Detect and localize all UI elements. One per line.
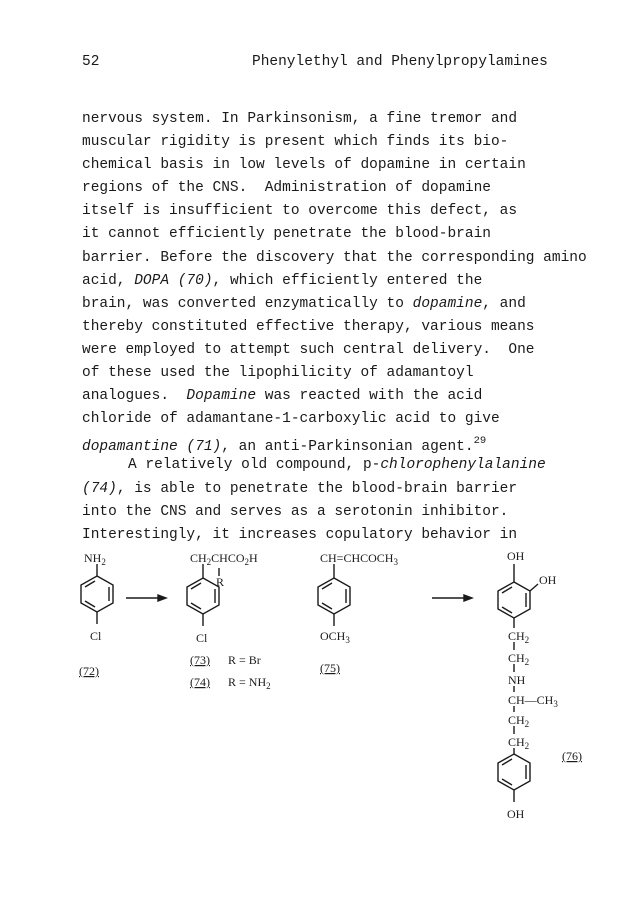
text-line: nervous system. In Parkinsonism, a fine tremor and bbox=[82, 111, 518, 127]
compound-label-75: (75) bbox=[320, 661, 340, 675]
text-span: analogues. bbox=[82, 388, 187, 405]
benzene-ring-76-lower bbox=[498, 754, 530, 802]
page-number: 52 bbox=[82, 54, 100, 70]
chain-ch2: $CH_2$ bbox=[508, 735, 530, 751]
compound-name: Dopamine bbox=[186, 388, 257, 405]
reaction-arrow-2 bbox=[432, 595, 472, 601]
text-line: chemical basis in low levels of dopamine in certain bbox=[82, 157, 526, 174]
running-title: Phenylethyl and Phenylpropylamines bbox=[252, 54, 548, 70]
r-definition-73: R = Br bbox=[228, 653, 261, 667]
substituent-oh: OH bbox=[539, 573, 557, 587]
substituent-cl: Cl bbox=[90, 629, 102, 643]
substituent-och3: $OCH_3$ bbox=[320, 629, 350, 645]
text-line: muscular rigidity is present which finds its bio- bbox=[82, 134, 509, 151]
compound-ref: (74) bbox=[82, 480, 117, 497]
text-span: acid, bbox=[82, 272, 135, 289]
body-text bbox=[82, 108, 642, 547]
text-span: , is able to penetrate the blood-brain barrier bbox=[116, 480, 518, 497]
page-header bbox=[82, 54, 572, 74]
compound-label-73: (73) bbox=[190, 653, 210, 667]
substituent-chain-75: $CH=CHCOCH_3$ bbox=[320, 551, 398, 567]
substituent-r: R bbox=[216, 575, 225, 589]
text-line: into the CNS and serves as a serotonin inhibitor. bbox=[82, 503, 509, 520]
text-line: itself is insufficient to overcome this defect, as bbox=[82, 203, 518, 220]
substituent-chain-73: $CH_2CHCO_2H$ bbox=[190, 551, 258, 567]
text-line: chloride of adamantane-1-carboxylic acid to give bbox=[82, 411, 500, 428]
text-span: A relatively old compound, p- bbox=[128, 457, 381, 474]
compound-label-72: (72) bbox=[79, 664, 99, 678]
compound-name: dopamine bbox=[412, 295, 483, 312]
benzene-ring-76-upper bbox=[498, 564, 538, 628]
text-line: Interestingly, it increases copulatory behavior in bbox=[82, 526, 518, 543]
chain-ch2: $CH_2$ bbox=[508, 713, 530, 729]
chain-ch-ch3: $CH—CH_3$ bbox=[508, 693, 558, 709]
chain-ch2: $CH_2$ bbox=[508, 651, 530, 667]
structures-svg bbox=[0, 540, 642, 840]
substituent-oh: OH bbox=[507, 549, 525, 563]
text-line bbox=[82, 431, 642, 454]
text-line: it cannot efficiently penetrate the blood-brain bbox=[82, 226, 491, 243]
citation-superscript: 29 bbox=[473, 435, 487, 448]
text-span: , which efficiently entered the bbox=[212, 272, 483, 289]
benzene-ring-73 bbox=[187, 564, 219, 626]
r-definition-74: $R = NH_2$ bbox=[228, 675, 271, 691]
text-line: of these used the lipophilicity of adamantoyl bbox=[82, 365, 474, 382]
compound-label-74: (74) bbox=[190, 675, 210, 689]
compound-name: dopamantine (71) bbox=[82, 439, 222, 456]
text-span: , and bbox=[482, 295, 526, 312]
text-line bbox=[82, 270, 642, 293]
substituent-oh: OH bbox=[507, 807, 525, 821]
reaction-arrow-1 bbox=[126, 595, 166, 601]
text-line bbox=[82, 478, 642, 501]
text-line: regions of the CNS. Administration of dopamine bbox=[82, 180, 491, 197]
compound-name: DOPA (70) bbox=[134, 272, 213, 289]
text-line: thereby constituted effective therapy, various means bbox=[82, 318, 535, 335]
substituent-cl: Cl bbox=[196, 631, 208, 645]
text-line bbox=[82, 385, 642, 408]
text-line bbox=[82, 293, 642, 316]
benzene-ring-72 bbox=[81, 564, 113, 624]
text-line bbox=[82, 454, 642, 477]
text-span: was reacted with the acid bbox=[256, 388, 483, 405]
text-span: , an anti-Parkinsonian agent. bbox=[221, 439, 474, 456]
chain-nh: NH bbox=[508, 673, 526, 687]
compound-label-76: (76) bbox=[562, 749, 582, 763]
compound-name: chlorophenylalanine bbox=[380, 457, 546, 474]
text-line: barrier. Before the discovery that the corresponding amino bbox=[82, 249, 587, 266]
benzene-ring-75 bbox=[318, 564, 350, 626]
chemical-structures-figure bbox=[0, 540, 642, 840]
text-line: were employed to attempt such central delivery. One bbox=[82, 341, 535, 358]
chain-ch2: $CH_2$ bbox=[508, 629, 530, 645]
substituent-nh2: $NH_2$ bbox=[84, 551, 106, 567]
text-span: brain, was converted enzymatically to bbox=[82, 295, 413, 312]
